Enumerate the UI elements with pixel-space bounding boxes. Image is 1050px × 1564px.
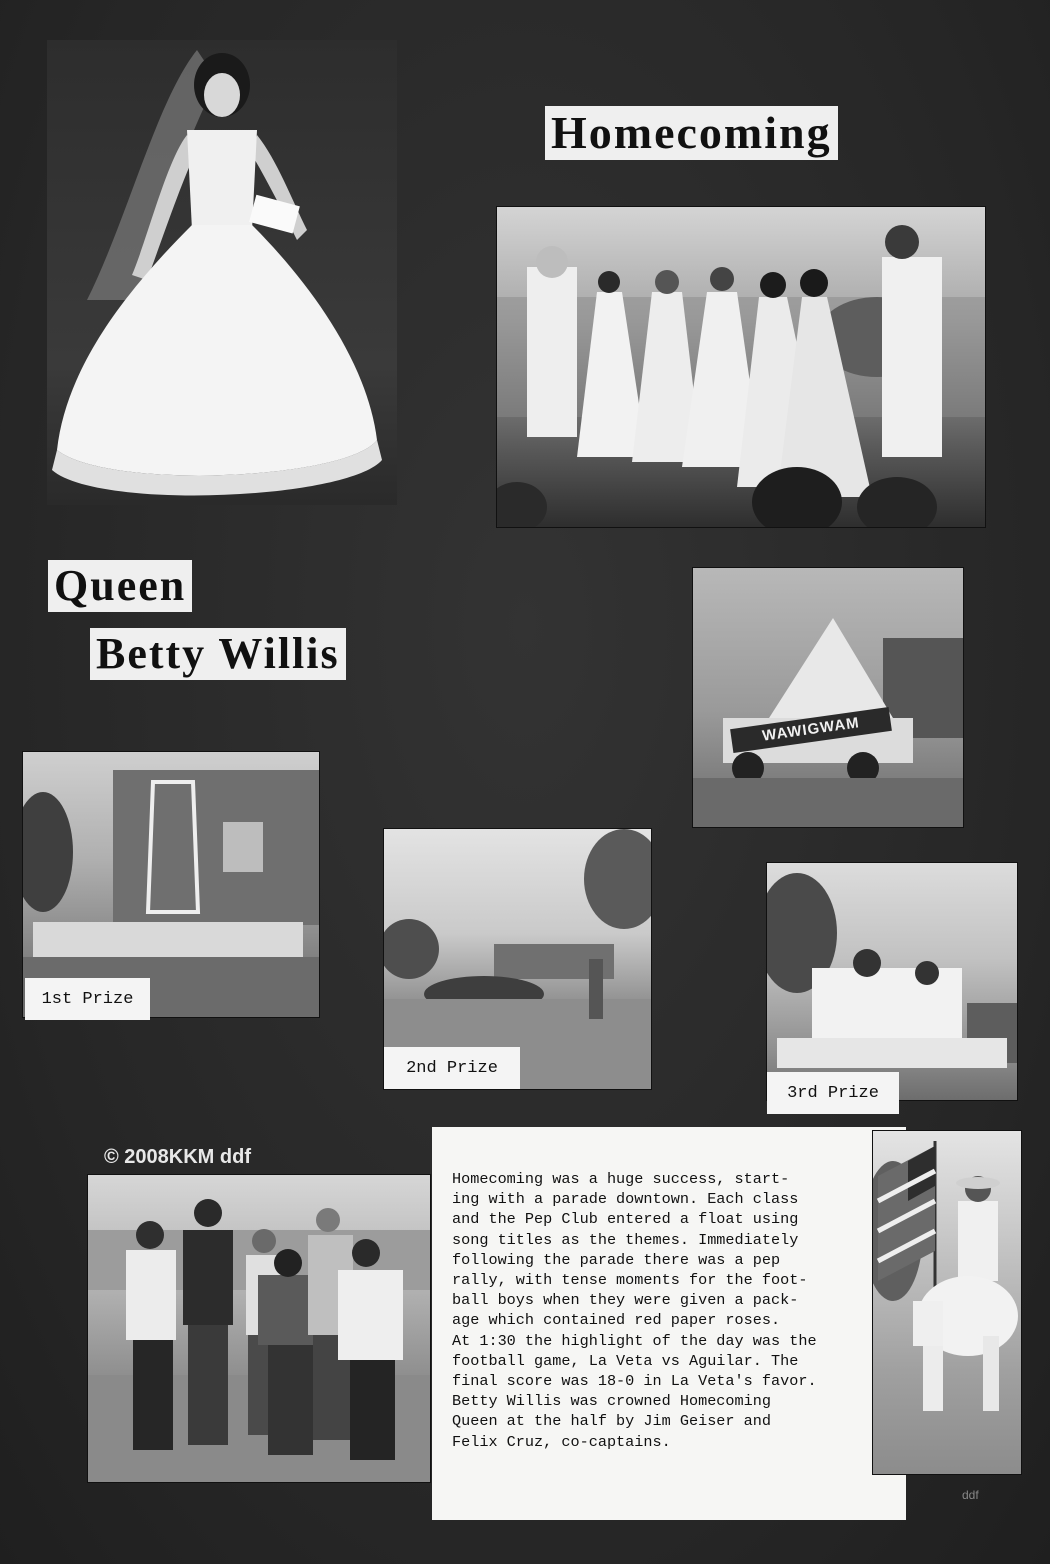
- page-title-text: Homecoming: [551, 107, 832, 158]
- queen-name-label: [90, 628, 346, 680]
- first-prize-text: 1st Prize: [41, 989, 134, 1009]
- second-prize-text: 2nd Prize: [406, 1058, 498, 1078]
- third-prize-caption: [767, 1072, 899, 1114]
- homecoming-court-photo: [497, 207, 985, 527]
- page-title: [545, 106, 838, 160]
- article-text-box: [432, 1127, 906, 1520]
- queen-title-label: [48, 560, 192, 612]
- article-body: Homecoming was a huge success, start- ing with a parade downtown. Each class and the Pep Club entered a float using song titles as the themes. Immediately following the parade there was a pep rally, with tense moments for the foot- ball boys when they were given a pack- age which contained red paper roses. At 1:30 the highlight of the day was the football game, La Veta vs Aguilar. The final score was 18-0 in La Veta's favor. Betty Willis was crowned Homecoming Queen at the half by Jim Geiser and Felix Cruz, co-captains.: [452, 1170, 817, 1451]
- queen-name-text: Betty Willis: [96, 629, 340, 678]
- pep-club-group-photo: [88, 1175, 430, 1482]
- copyright-text: © 2008KKM ddf: [104, 1146, 251, 1168]
- copyright-notice: [104, 1146, 251, 1169]
- third-prize-text: 3rd Prize: [787, 1083, 879, 1103]
- corner-watermark: [962, 1488, 979, 1502]
- second-prize-caption: [384, 1047, 520, 1089]
- first-prize-caption: [25, 978, 150, 1020]
- third-prize-photo: [767, 863, 1017, 1100]
- wigwam-float-photo: [693, 568, 963, 827]
- queen-portrait-photo: [47, 40, 397, 505]
- flag-rider-photo: [873, 1131, 1021, 1474]
- float-banner-text: WAWIGWAM: [761, 714, 861, 745]
- corner-watermark-text: ddf: [962, 1488, 979, 1502]
- queen-title-text: Queen: [54, 561, 187, 610]
